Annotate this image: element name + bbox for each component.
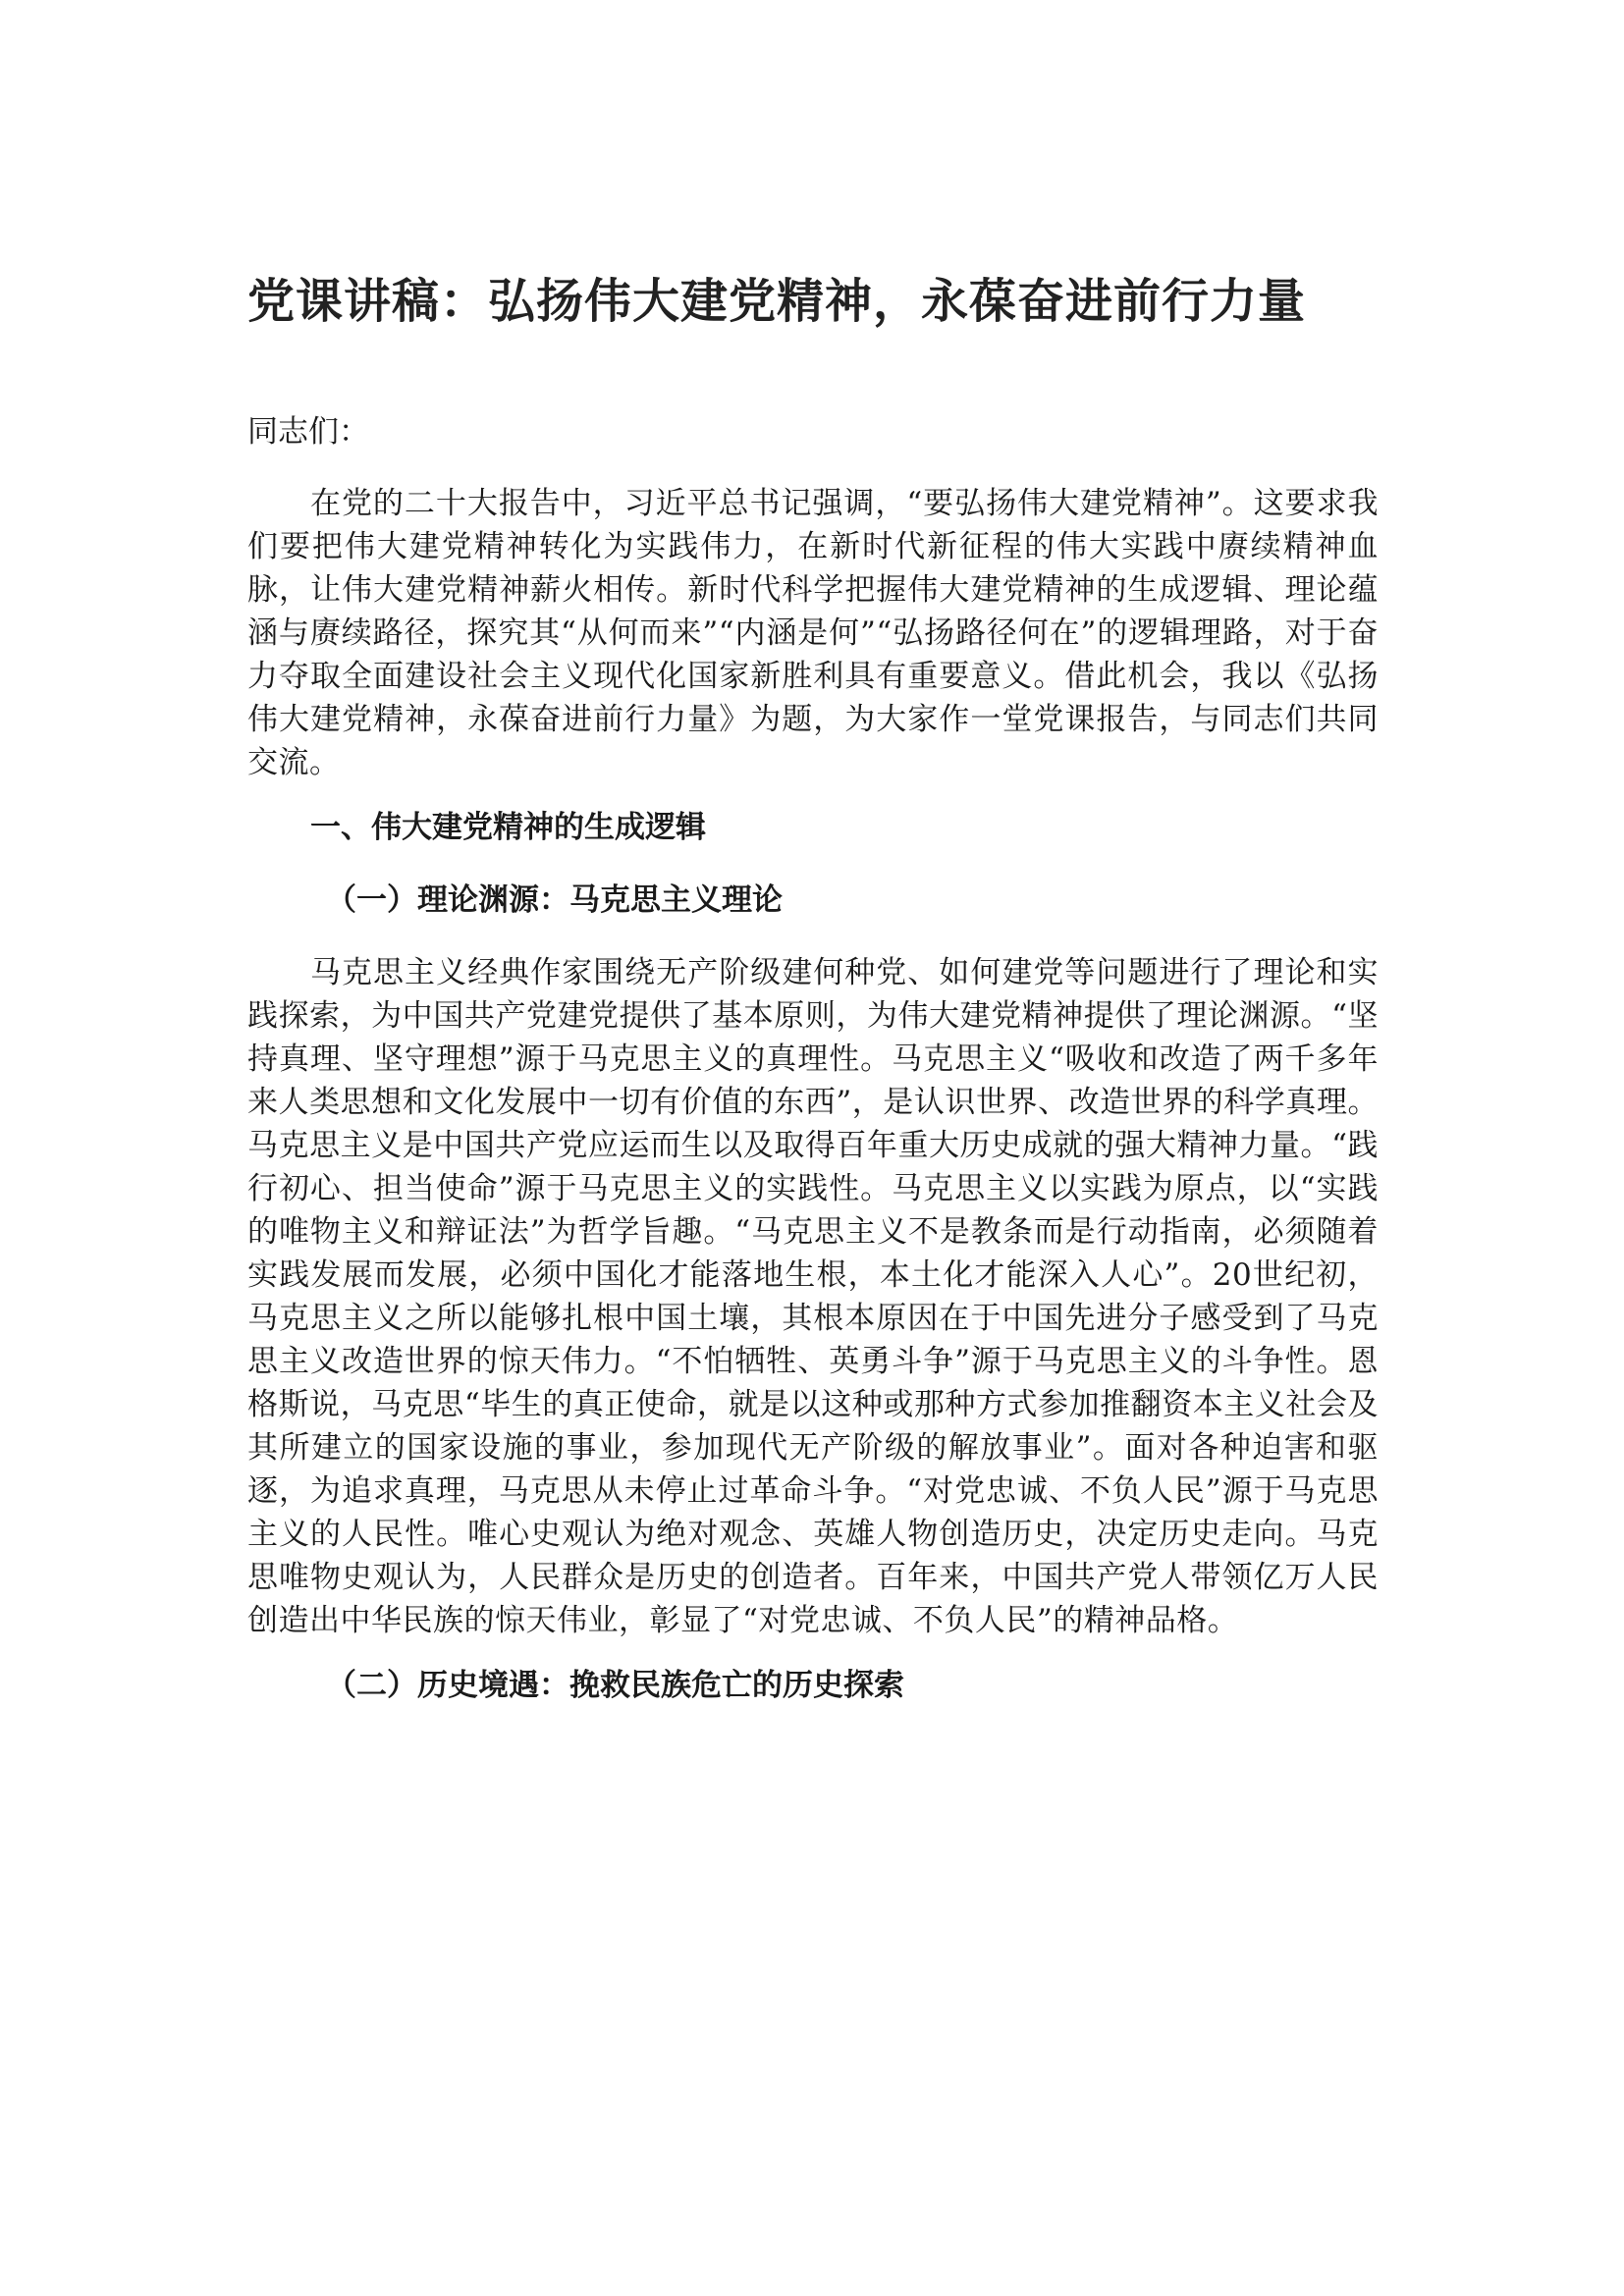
subsection-2-heading: （二）历史境遇：挽救民族危亡的历史探索 <box>326 1668 904 1703</box>
subsection-1-heading: （一）理论渊源：马克思主义理论 <box>326 882 783 918</box>
subsection-1-body: 马克思主义经典作家围绕无产阶级建何种党、如何建党等问题进行了理论和实践探索，为中国共产党建党提供了基本原则，为伟大建党精神提供了理论渊源。“坚持真理、坚守理想”源于马克思主义的真理性。马克思主义“吸收和改造了两千多年来人类思想和文化发展中一切有价值的东西”，是认识世界、改造世界的科学真理。马克思主义是中国共产党应运而生以及取得百年重大历史成就的强大精神力量。“践行初心、担当使命”源于马克思主义的实践性。马克思主义以实践为原点，以“实践的唯物主义和辩证法”为哲学旨趣。“马克思主义不是教条而是行动指南，必须随着实践发展而发展，必须中国化才能落地生根，本土化才能深入人心”。20世纪初，马克思主义之所以能够扎根中国土壤，其根本原因在于中国先进分子感受到了马克思主义改造世界的惊天伟力。“不怕牺牲、英勇斗争”源于马克思主义的斗争性。恩格斯说，马克思“毕生的真正使命，就是以这种或那种方式参加推翻资本主义社会及其所建立的国家设施的事业，参加现代无产阶级的解放事业”。面对各种迫害和驱逐，为追求真理，马克思从未停止过革命斗争。“对党忠诚、不负人民”源于马克思主义的人民性。唯心史观认为绝对观念、英雄人物创造历史，决定历史走向。马克思唯物史观认为，人民群众是历史的创造者。百年来，中国共产党人带领亿万人民创造出中华民族的惊天伟业，彰显了“对党忠诚、不负人民”的精神品格。 <box>247 955 1379 1638</box>
document-title: 党课讲稿：弘扬伟大建党精神，永葆奋进前行力量 <box>247 274 1307 329</box>
intro-paragraph: 在党的二十大报告中，习近平总书记强调，“要弘扬伟大建党精神”。这要求我们要把伟大建党精神转化为实践伟力，在新时代新征程的伟大实践中赓续精神血脉，让伟大建党精神薪火相传。新时代科学把握伟大建党精神的生成逻辑、理论蕴涵与赓续路径，探究其“从何而来”“内涵是何”“弘扬路径何在”的逻辑理路，对于奋力夺取全面建设社会主义现代化国家新胜利具有重要意义。借此机会，我以《弘扬伟大建党精神，永葆奋进前行力量》为题，为大家作一堂党课报告，与同志们共同交流。 <box>247 486 1379 780</box>
section-1-heading: 一、伟大建党精神的生成逻辑 <box>310 810 706 845</box>
salutation: 同志们： <box>247 414 369 450</box>
